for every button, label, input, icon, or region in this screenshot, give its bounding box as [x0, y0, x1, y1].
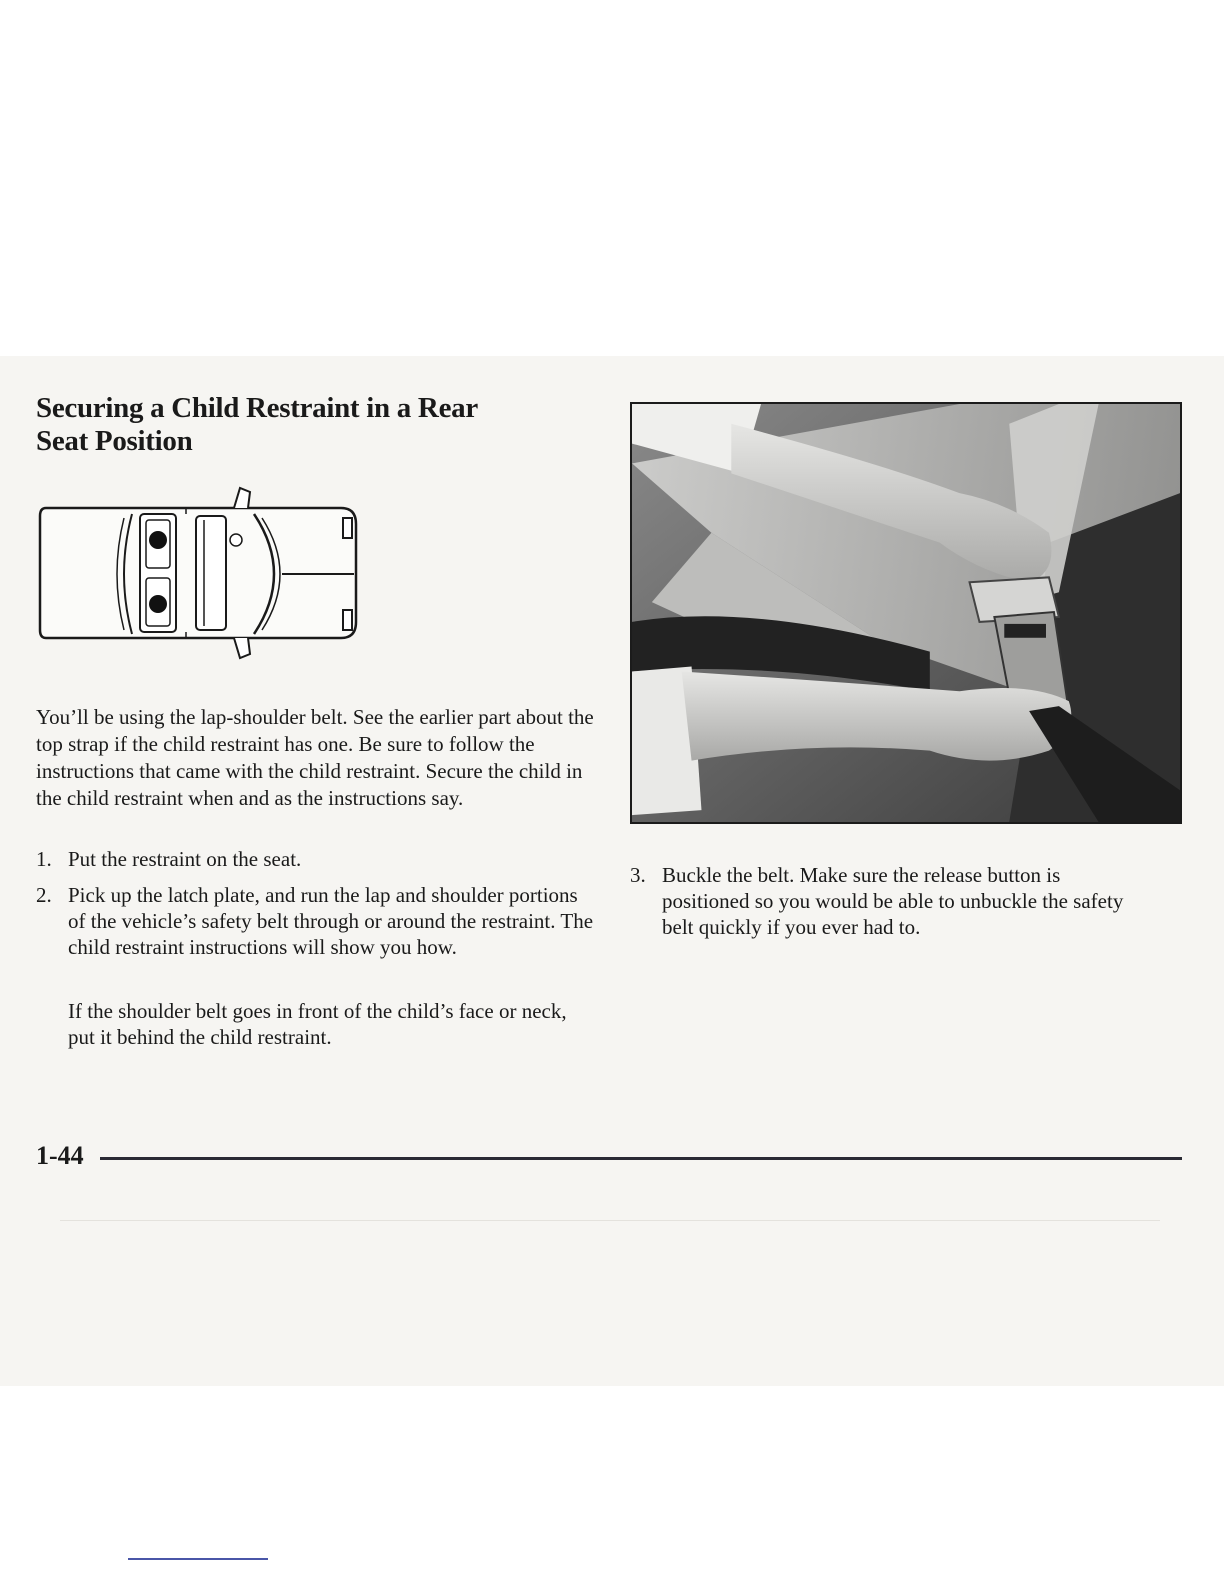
- steps-list-right: [630, 862, 1150, 940]
- step-number: 2.: [36, 883, 52, 907]
- vehicle-top-view-rear-seat-icon: [36, 484, 366, 662]
- step-text: Put the restraint on the seat.: [68, 847, 302, 871]
- steps-list-left: [36, 846, 596, 970]
- list-item: [36, 882, 596, 960]
- page-number: 1-44: [36, 1141, 84, 1170]
- step-text: Buckle the belt. Make sure the release button is positioned so you would be able to unbuckle the safety belt quickly if you ever had to.: [662, 863, 1124, 939]
- step-number: 1.: [36, 847, 52, 871]
- hands-buckling-seat-belt-photo: [630, 402, 1182, 824]
- step-text: Pick up the latch plate, and run the lap and shoulder portions of the vehicle’s safety belt through or around the restraint. The child restraint instructions will show you how.: [68, 883, 594, 959]
- step-number: 3.: [630, 863, 646, 887]
- divider: [128, 1558, 268, 1560]
- step-2-note: If the shoulder belt goes in front of the child’s face or neck, put it behind the child restraint.: [68, 999, 567, 1049]
- list-item: [630, 862, 1150, 940]
- list-item: [36, 846, 596, 872]
- divider: [60, 1220, 1160, 1221]
- section-title-line-1: Securing a Child Restraint in a Rear: [36, 392, 478, 424]
- section-title: [36, 392, 556, 458]
- section-title-line-2: Seat Position: [36, 425, 193, 457]
- footer-rule: [100, 1157, 1182, 1160]
- intro-paragraph: You’ll be using the lap-shoulder belt. See the earlier part about the top strap if the child restraint has one. Be sure to follow the instructions that came with the child restraint. Secure the child in the child restraint when and as the instructions say.: [36, 705, 594, 810]
